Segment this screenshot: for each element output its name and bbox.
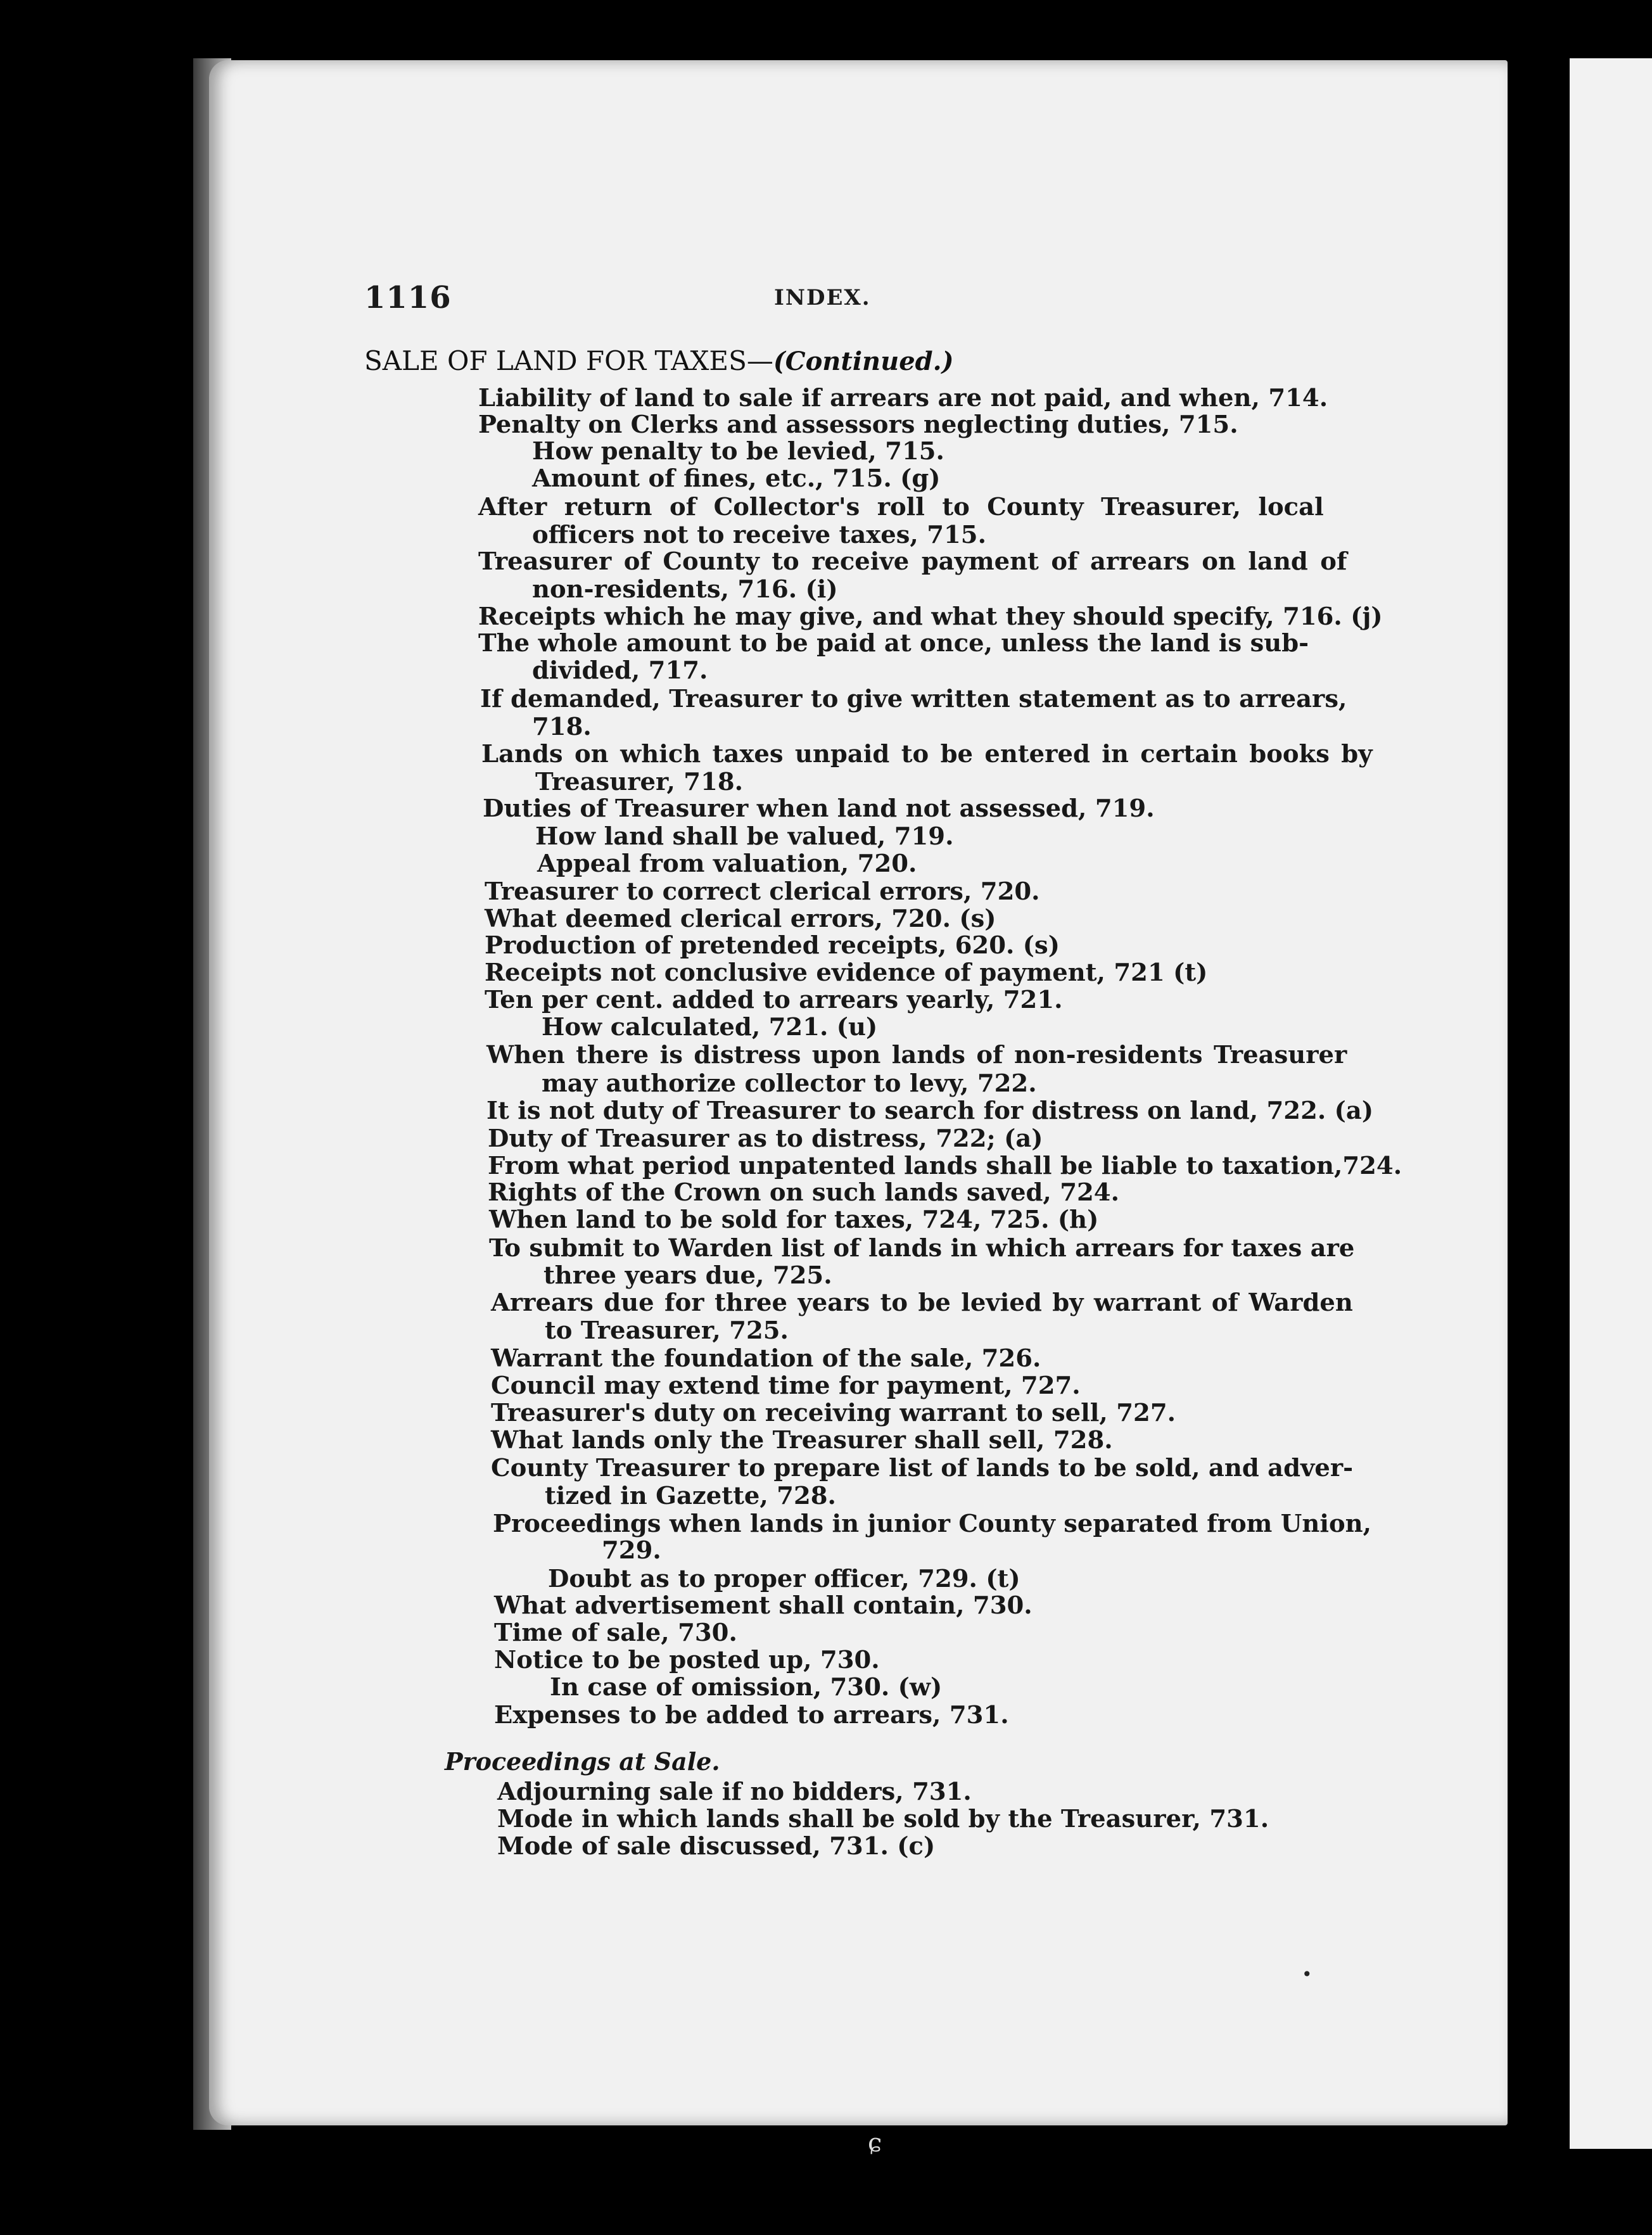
- ink-speck: ɕ: [868, 2129, 882, 2158]
- index-entry: If demanded, Treasurer to give written statement as to arrears,: [480, 685, 1347, 713]
- index-entry: Time of sale, 730.: [494, 1619, 737, 1647]
- index-entry: Proceedings when lands in junior County separated from Union,: [493, 1510, 1372, 1538]
- index-entry: County Treasurer to prepare list of lands to be sold, and adver-: [491, 1454, 1354, 1482]
- section-title-text: SALE OF LAND FOR TAXES—: [364, 345, 773, 376]
- index-entry: How land shall be valued, 719.: [535, 822, 954, 851]
- index-entry: What lands only the Treasurer shall sell, 728.: [491, 1426, 1113, 1455]
- index-entry: It is not duty of Treasurer to search for distress on land, 722. (a): [486, 1097, 1374, 1125]
- index-entry: The whole amount to be paid at once, unless the land is sub-: [478, 629, 1309, 658]
- facing-page-edge: [1570, 58, 1652, 2149]
- index-entry: Lands on which taxes unpaid to be entered in certain books by: [481, 740, 1373, 768]
- index-entry: Penalty on Clerks and assessors neglecting duties, 715.: [478, 411, 1238, 439]
- index-entry: Expenses to be added to arrears, 731.: [494, 1701, 1009, 1729]
- index-entry: Rights of the Crown on such lands saved, 724.: [488, 1178, 1119, 1207]
- index-entry: After return of Collector's roll to County Treasurer, local: [478, 493, 1324, 521]
- index-entry: When land to be sold for taxes, 724, 725. (h): [489, 1206, 1099, 1234]
- page-number: 1116: [364, 280, 452, 315]
- index-entry: Duties of Treasurer when land not assessed, 719.: [483, 794, 1155, 823]
- index-entry: Mode in which lands shall be sold by the Treasurer, 731.: [497, 1805, 1269, 1833]
- index-entry: Treasurer's duty on receiving warrant to sell, 727.: [491, 1399, 1176, 1427]
- index-entry: officers not to receive taxes, 715.: [532, 521, 986, 549]
- index-entry: Appeal from valuation, 720.: [537, 850, 917, 878]
- page-heading: INDEX.: [774, 285, 871, 310]
- index-entry: Council may extend time for payment, 727.: [491, 1372, 1081, 1400]
- index-entry: When there is distress upon lands of non-residents Treasurer: [486, 1041, 1347, 1069]
- index-entry: Mode of sale discussed, 731. (c): [497, 1832, 936, 1861]
- index-entry: Liability of land to sale if arrears are not paid, and when, 714.: [478, 384, 1328, 412]
- index-entry: tized in Gazette, 728.: [545, 1482, 836, 1510]
- index-entry: How calculated, 721. (u): [542, 1013, 878, 1041]
- index-entry: Warrant the foundation of the sale, 726.: [491, 1344, 1041, 1373]
- index-entry: 718.: [532, 713, 592, 741]
- index-entry: Receipts not conclusive evidence of payment, 721 (t): [485, 958, 1208, 987]
- index-entry: to Treasurer, 725.: [545, 1316, 789, 1345]
- index-entry: What advertisement shall contain, 730.: [494, 1591, 1032, 1620]
- index-entry: From what period unpatented lands shall be liable to taxation,724.: [488, 1152, 1402, 1180]
- subsection-title: Proceedings at Sale.: [445, 1747, 720, 1776]
- index-entry: Production of pretended receipts, 620. (s): [485, 931, 1060, 960]
- index-entry: Arrears due for three years to be levied by warrant of Warden: [491, 1289, 1353, 1317]
- section-title: [364, 345, 954, 376]
- index-entry: What deemed clerical errors, 720. (s): [485, 905, 996, 933]
- index-entry: Notice to be posted up, 730.: [494, 1646, 880, 1674]
- index-entry: In case of omission, 730. (w): [550, 1673, 943, 1702]
- index-entry: Treasurer of County to receive payment of arrears on land of: [478, 547, 1347, 576]
- index-entry: three years due, 725.: [543, 1261, 832, 1290]
- index-entry: 729.: [602, 1536, 661, 1565]
- index-entry: Ten per cent. added to arrears yearly, 721.: [485, 986, 1063, 1014]
- index-entry: Treasurer to correct clerical errors, 720.: [485, 877, 1040, 906]
- index-entry: Amount of fines, etc., 715. (g): [532, 464, 941, 493]
- index-entry: To submit to Warden list of lands in which arrears for taxes are: [489, 1234, 1355, 1263]
- index-entry: Adjourning sale if no bidders, 731.: [497, 1778, 972, 1806]
- index-entry: How penalty to be levied, 715.: [532, 437, 944, 466]
- index-entry: divided, 717.: [532, 656, 708, 685]
- index-entry: Doubt as to proper officer, 729. (t): [548, 1565, 1020, 1593]
- index-entry: Receipts which he may give, and what they should specify, 716. (j): [478, 602, 1383, 631]
- continued-label: (Continued.): [773, 347, 954, 376]
- ink-speck: •: [1302, 1964, 1312, 1985]
- index-entry: non-residents, 716. (i): [532, 575, 838, 604]
- index-entry: Duty of Treasurer as to distress, 722; (a): [488, 1124, 1043, 1153]
- index-entry: Treasurer, 718.: [535, 768, 744, 796]
- index-entry: may authorize collector to levy, 722.: [542, 1069, 1037, 1098]
